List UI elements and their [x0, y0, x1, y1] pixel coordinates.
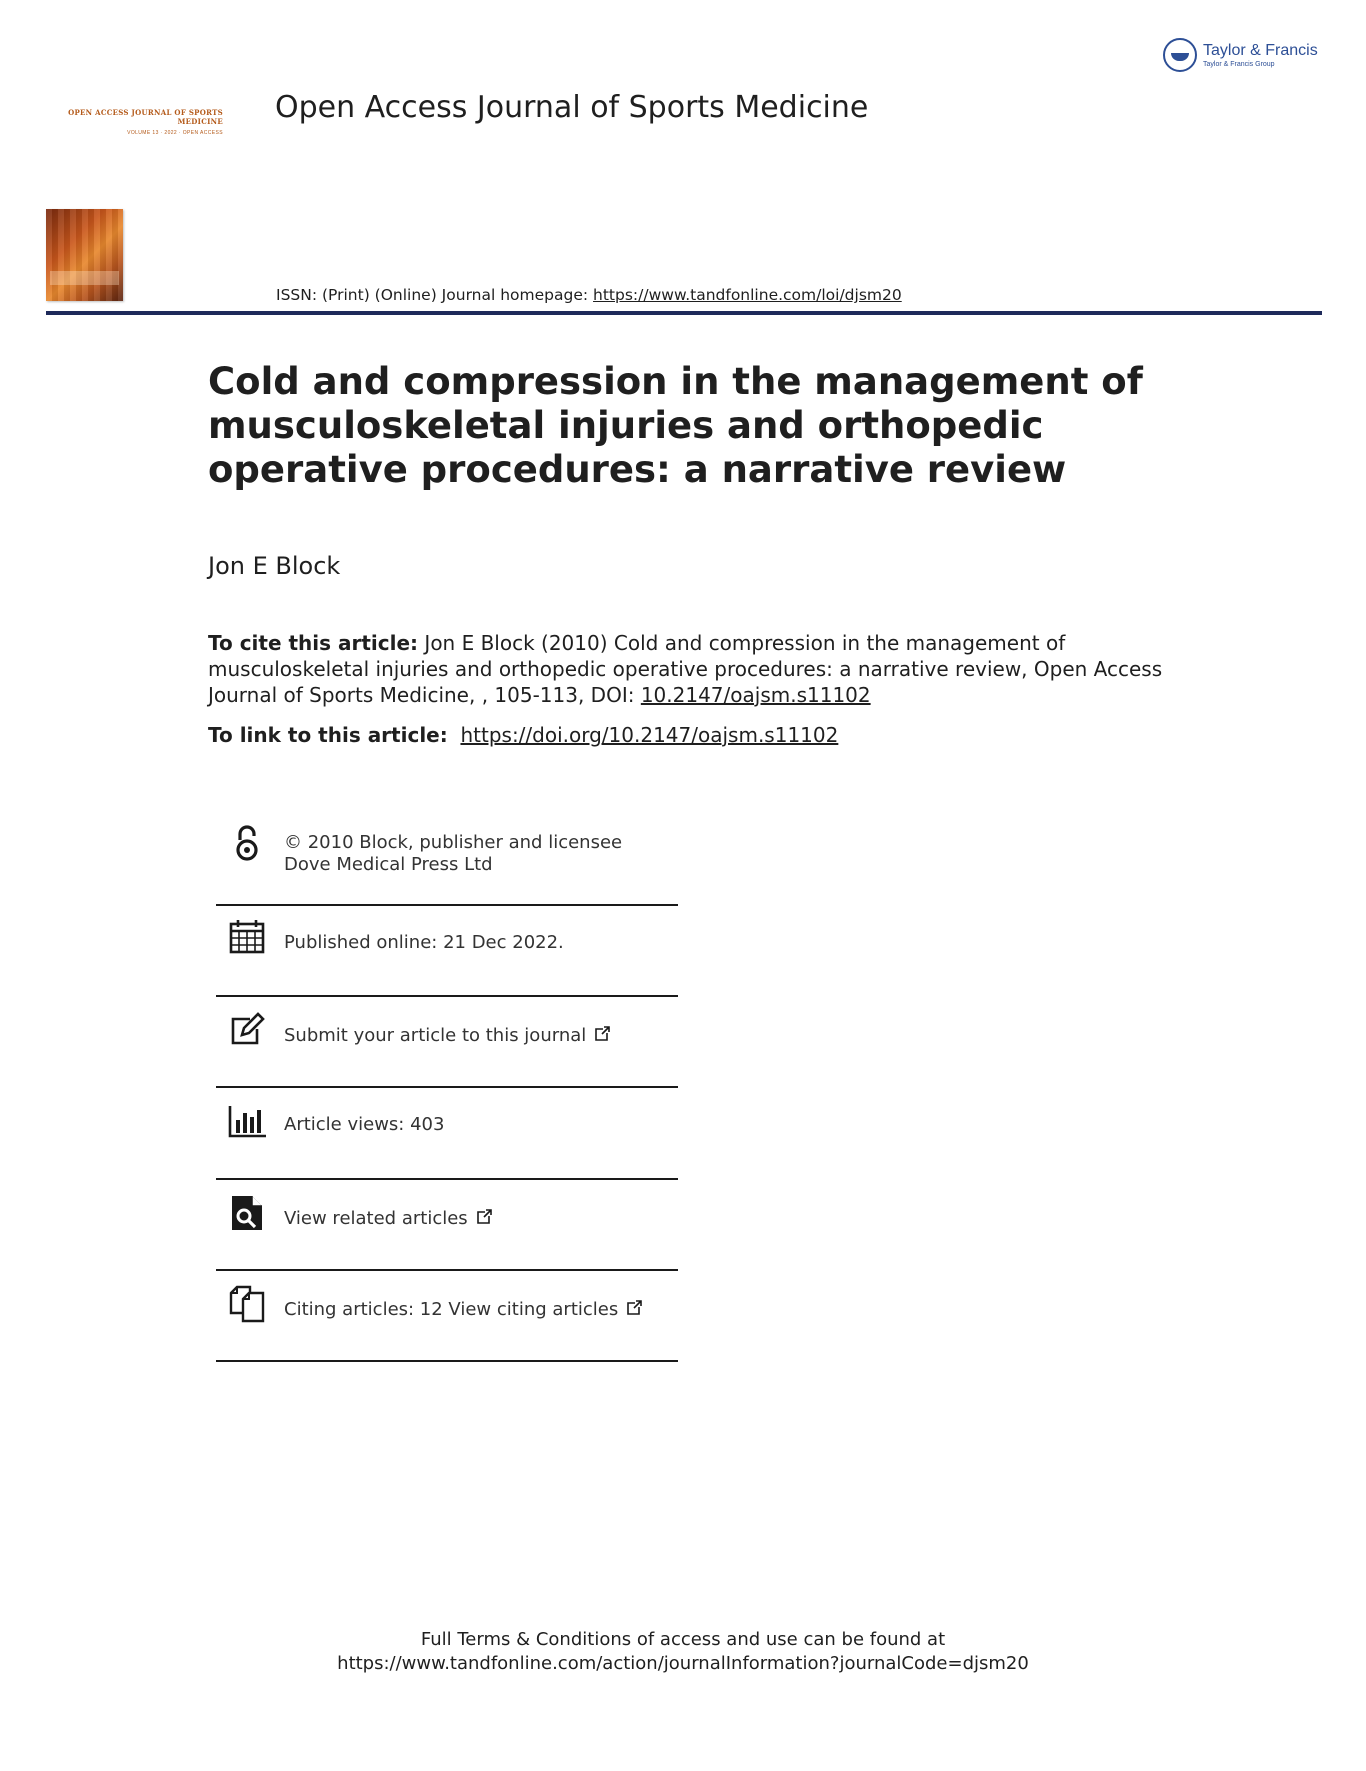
bar-chart-icon [228, 1102, 266, 1140]
header-divider [46, 311, 1322, 315]
submit-article-label: Submit your article to this journal [284, 1025, 587, 1046]
article-doi-link[interactable]: https://doi.org/10.2147/oajsm.s11102 [460, 723, 839, 747]
info-row-license [216, 822, 678, 906]
publisher-group: Taylor & Francis Group [1203, 60, 1275, 68]
footer-terms-text: Full Terms & Conditions of access and use can be found at [420, 1629, 946, 1650]
submit-article-link[interactable] [284, 1025, 610, 1047]
external-link-icon [594, 1026, 610, 1042]
info-row-citing[interactable] [216, 1271, 678, 1362]
journal-cover-image [46, 209, 123, 301]
citation-label: To cite this article: [208, 631, 419, 655]
article-author: Jon E Block [208, 552, 341, 580]
citing-articles-link[interactable] [284, 1299, 642, 1321]
link-label: To link to this article: [208, 723, 448, 747]
info-row-views [216, 1088, 678, 1180]
published-date-text: Published online: 21 Dec 2022. [284, 932, 564, 953]
journal-logo-volume: VOLUME 13 · 2022 · OPEN ACCESS [127, 129, 223, 136]
external-link-icon [476, 1209, 492, 1225]
article-views-text: Article views: 403 [284, 1114, 445, 1135]
citation-doi-link[interactable]: 10.2147/oajsm.s11102 [640, 683, 871, 707]
issn-line [276, 286, 902, 304]
related-articles-link[interactable] [284, 1208, 492, 1230]
publisher-logo [1163, 38, 1318, 72]
info-row-submit[interactable] [216, 997, 678, 1088]
citation-text: Jon E Block (2010) Cold and compression in the management of musculoskeletal injuries and orthopedic operative procedures: a narrative review, Open Access Journal of Sports Medicine, , 105-113, DOI: [208, 631, 1163, 707]
journal-logo-name: OPEN ACCESS JOURNAL OF SPORTS MEDICINE [68, 108, 223, 127]
info-row-published [216, 906, 678, 997]
edit-icon [228, 1011, 266, 1049]
issn-prefix: ISSN: (Print) (Online) Journal homepage: [276, 286, 594, 304]
citing-articles-label: Citing articles: 12 View citing articles [284, 1299, 619, 1320]
journal-logo [68, 108, 223, 136]
journal-homepage-link[interactable]: https://www.tandfonline.com/loi/djsm20 [593, 286, 902, 304]
external-link-icon [626, 1300, 642, 1316]
document-search-icon [228, 1194, 266, 1232]
open-access-icon [228, 824, 266, 862]
footer-terms-url[interactable]: https://www.tandfonline.com/action/journalInformation?journalCode=djsm20 [337, 1653, 1029, 1674]
copy-documents-icon [228, 1285, 266, 1323]
article-title: Cold and compression in the management of musculoskeletal injuries and orthopedic operative procedures: a narrative review [208, 360, 1143, 491]
license-text: © 2010 Block, publisher and licensee Dove Medical Press Ltd [284, 832, 623, 875]
citation-block [208, 630, 1188, 708]
article-link-line [208, 723, 838, 747]
info-row-related[interactable] [216, 1180, 678, 1271]
footer [283, 1628, 1083, 1676]
related-articles-label: View related articles [284, 1208, 468, 1229]
journal-title: Open Access Journal of Sports Medicine [275, 90, 869, 125]
lamp-icon [1163, 38, 1197, 72]
calendar-icon [228, 918, 266, 956]
publisher-name: Taylor & Francis [1203, 41, 1318, 59]
article-info-list [216, 822, 678, 1362]
